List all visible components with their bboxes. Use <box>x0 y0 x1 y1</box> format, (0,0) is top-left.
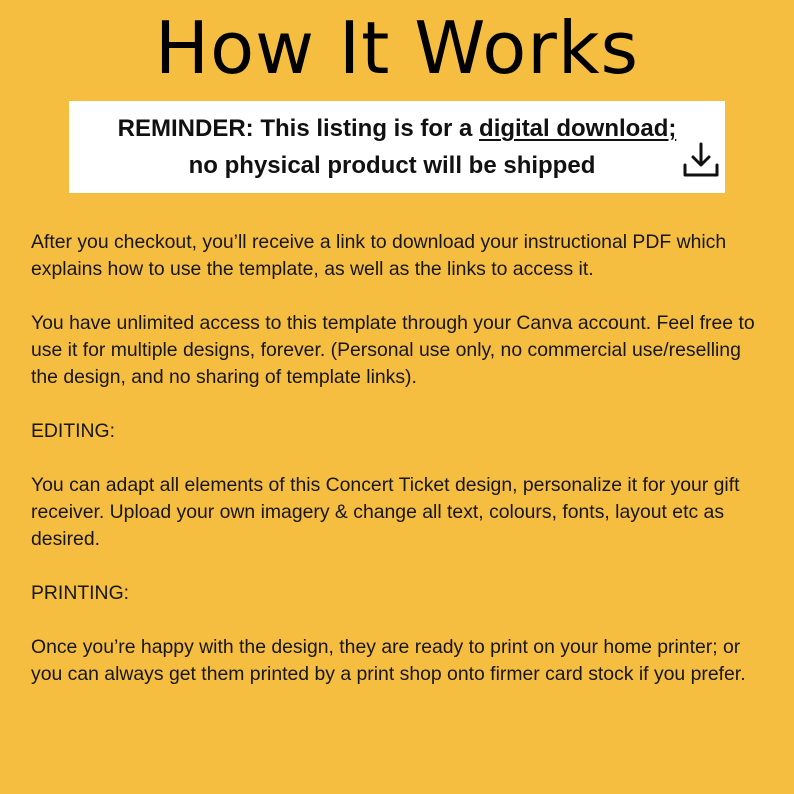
no-shipping-text: no physical product will be shipped <box>188 152 596 179</box>
editing-paragraph: You can adapt all elements of this Concert Ticket design, personalize it for your gift receiver. Upload your own imagery & change all text, colours, fonts, layout etc as desired. <box>31 474 740 550</box>
digital-download-text: digital download; <box>479 115 677 142</box>
printing-heading: PRINTING: <box>31 582 130 604</box>
reminder-text: This listing is for a <box>253 115 480 142</box>
access-paragraph: You have unlimited access to this template through your Canva account. Feel free to use it for multiple designs, forever. (Personal use only, no commercial use/reselling the design, and no sharing of template links). <box>31 312 755 388</box>
reminder-line-1 <box>69 114 725 144</box>
download-icon <box>682 141 720 179</box>
page-title: How It Works <box>154 6 640 90</box>
editing-heading: EDITING: <box>31 420 116 442</box>
checkout-paragraph: After you checkout, you’ll receive a link to download your instructional PDF which explains how to use the template, as well as the links to access it. <box>31 231 727 280</box>
instructions-body <box>31 229 771 715</box>
reminder-banner <box>69 101 725 193</box>
reminder-label: REMINDER: <box>117 115 254 142</box>
reminder-line-2 <box>69 151 725 181</box>
printing-paragraph: Once you’re happy with the design, they are ready to print on your home printer; or you can always get them printed by a print shop onto firmer card stock if you prefer. <box>31 636 746 685</box>
